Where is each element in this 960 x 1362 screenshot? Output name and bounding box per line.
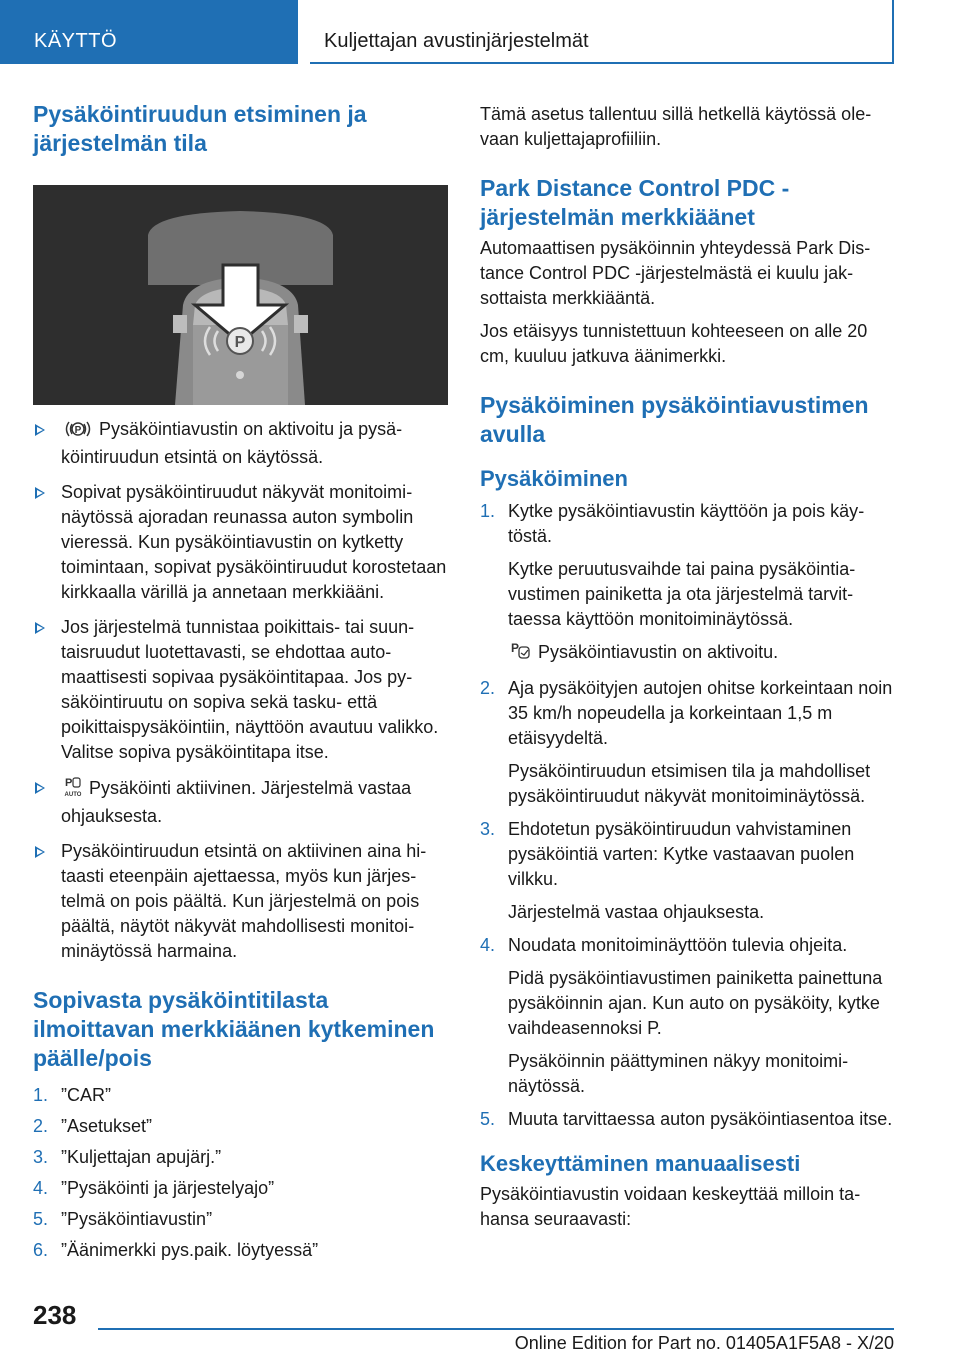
step-number: 3.: [33, 1147, 49, 1167]
list-item: [480, 817, 895, 925]
step-text: Ehdotetun pysäköintiruudun vahvistaminen pysäköintiä varten: Kytke vastaavan puolen vilkku.: [508, 819, 855, 889]
auto-parking-icon: [63, 775, 83, 804]
bullet-text: Pysäköinti aktiivinen. Järjestelmä vastaa ohjauksesta.: [61, 778, 412, 826]
step-text: Pidä pysäköintiavustimen painiketta painettuna pysäköinnin ajan. Kun auto on pysäköity, kytke vaihdeasennoksi P.: [508, 968, 883, 1038]
list-item: [480, 1107, 895, 1132]
page-number: 238: [33, 1300, 77, 1330]
step-number: 1.: [33, 1085, 49, 1105]
heading-pdc: Park Distance Control PDC -järjestelmän merkkiäänet: [480, 175, 790, 230]
step-number: 2.: [480, 678, 496, 698]
svg-text:P: P: [65, 777, 73, 789]
list-item: [33, 1145, 448, 1170]
step-text: Noudata monitoiminäyttöön tulevia ohjeita.: [508, 935, 848, 955]
triangle-bullet-icon: [35, 622, 45, 634]
list-item: [33, 1083, 448, 1108]
bullet-text: Pysäköintiruudun etsintä on aktiivinen aina hitaasti eteenpäin ajettaessa, myös kun järjestelmä on pois päältä. Kun järjestelmä on pois päältä, näytöt näkyvät mahdollisesti monitoiminäytössä harmaina.: [61, 841, 427, 961]
section-title: KÄYTTÖ: [34, 30, 118, 52]
svg-text:P: P: [234, 334, 246, 351]
menu-step-text: ”Äänimerkki pys.paik. löytyessä”: [61, 1240, 319, 1260]
heading-search-status: Pysäköintiruudun etsiminen ja järjestelmän tila: [33, 101, 367, 156]
intro-paragraph: Tämä asetus tallentuu sillä hetkellä käytössä olevaan kuljettajaprofiiliin.: [480, 104, 872, 149]
menu-step-text: ”Pysäköinti ja järjestelyajo”: [61, 1178, 275, 1198]
chapter-title: Kuljettajan avustinjärjestelmät: [324, 30, 589, 52]
list-item: [33, 839, 448, 964]
list-item: [480, 499, 895, 668]
parking-display-figure: [33, 185, 448, 405]
step-note: [508, 640, 895, 668]
step-number: 4.: [33, 1178, 49, 1198]
step-number: 3.: [480, 819, 496, 839]
pdc-paragraph-1: Automaattisen pysäköinnin yhteydessä Park Distance Control PDC -järjestelmästä ei kuulu jaksottaista merkkiääntä.: [480, 238, 871, 308]
step-number: 1.: [480, 501, 496, 521]
list-item: [33, 480, 448, 605]
step-number: 5.: [480, 1109, 496, 1129]
heading-signal-toggle: Sopivasta pysäköintitilasta ilmoittavan merkkiäänen kytkeminen päälle/pois: [33, 987, 435, 1071]
step-text: Järjestelmä vastaa ohjauksesta.: [508, 902, 765, 922]
step-text: Muuta tarvittaessa auton pysäköintiasentoa itse.: [508, 1109, 893, 1129]
list-item: [480, 676, 895, 809]
step-text: Pysäköinnin päättyminen näkyy monitoiminäytössä.: [508, 1051, 849, 1096]
right-column: [480, 102, 895, 1232]
triangle-bullet-icon: [35, 846, 45, 858]
step-number: 5.: [33, 1209, 49, 1229]
list-item: [33, 1238, 448, 1263]
list-item: [33, 1176, 448, 1201]
menu-step-text: ”Asetukset”: [61, 1116, 153, 1136]
bullet-text: Jos järjestelmä tunnistaa poikittais- tai suuntaisruudut luotettavasti, se ehdottaa automaattisesti sopivaa pysäköintitapaa. Jos pysäköintiruutu on sopiva sekä tasku- että poikittaispysäköintiin, näyttöön avautuu valikko. Valitse sopiva pysäköintitapa itse.: [61, 617, 439, 762]
list-item: [33, 1114, 448, 1139]
menu-step-text: ”CAR”: [61, 1085, 111, 1105]
chapter-header: [310, 0, 894, 64]
parking-assistant-active-icon: [63, 420, 93, 445]
bullet-text: Pysäköintiavustin on aktivoitu ja pysäköintiruudun etsintä on käytössä.: [61, 419, 403, 467]
subheading-parking: Pysäköiminen: [480, 466, 628, 491]
list-item: [33, 1207, 448, 1232]
parking-assistant-icon: [510, 641, 532, 668]
left-column: [33, 100, 448, 1269]
triangle-bullet-icon: [35, 424, 45, 436]
cancel-paragraph: Pysäköintiavustin voidaan keskeyttää milloin tahansa seuraavasti:: [480, 1184, 861, 1229]
svg-text:P: P: [511, 641, 520, 655]
list-item: [480, 933, 895, 1099]
svg-text:AUTO: AUTO: [64, 792, 82, 797]
step-text: Pysäköintiruudun etsimisen tila ja mahdolliset pysäköintiruudut näkyvät monitoiminäytössä.: [508, 761, 871, 806]
step-number: 4.: [480, 935, 496, 955]
step-number: 6.: [33, 1240, 49, 1260]
pdc-paragraph-2: Jos etäisyys tunnistettuun kohteeseen on alle 20 cm, kuuluu jatkuva äänimerkki.: [480, 321, 868, 366]
step-text: Pysäköintiavustin on aktivoitu.: [538, 642, 779, 662]
status-bullet-list: [33, 417, 448, 964]
step-text: Kytke pysäköintiavustin käyttöön ja pois käytöstä.: [508, 501, 865, 546]
step-number: 2.: [33, 1116, 49, 1136]
step-text: Kytke peruutusvaihde tai paina pysäköintiavustimen painiketta ja ota järjestelmä tarvittaessa käyttöön monitoiminäytössä.: [508, 559, 856, 629]
menu-step-text: ”Kuljettajan apujärj.”: [61, 1147, 222, 1167]
list-item: [33, 615, 448, 765]
footer-divider: [98, 1328, 894, 1330]
parking-steps-list: [480, 499, 895, 1132]
edition-note: Online Edition for Part no. 01405A1F5A8 - X/20: [514, 1333, 894, 1353]
heading-parking-with-assistant: Pysäköiminen pysäköintiavustimen avulla: [480, 392, 869, 447]
heading-manual-cancel: Keskeyttäminen manuaalisesti: [480, 1151, 801, 1176]
section-tab: [0, 0, 298, 64]
menu-path-list: [33, 1083, 448, 1263]
svg-text:P: P: [74, 425, 82, 436]
menu-step-text: ”Pysäköintiavustin”: [61, 1209, 213, 1229]
list-item: [33, 775, 448, 829]
triangle-bullet-icon: [35, 487, 45, 499]
list-item: [33, 417, 448, 470]
triangle-bullet-icon: [35, 782, 45, 794]
parking-display-illustration: [33, 185, 448, 405]
bullet-text: Sopivat pysäköintiruudut näkyvät monitoiminäytössä ajoradan reunassa auton symbolin vieressä. Kun pysäköintiavustin on kytketty toimintaan, sopivat pysäköintiruudut korostetaan kirkkaalla värillä ja annetaan merkkiääni.: [61, 482, 447, 602]
step-text: Aja pysäköityjen autojen ohitse korkeintaan noin 35 km/h nopeudella ja korkeintaan 1,5 m etäisyydeltä.: [508, 678, 893, 748]
